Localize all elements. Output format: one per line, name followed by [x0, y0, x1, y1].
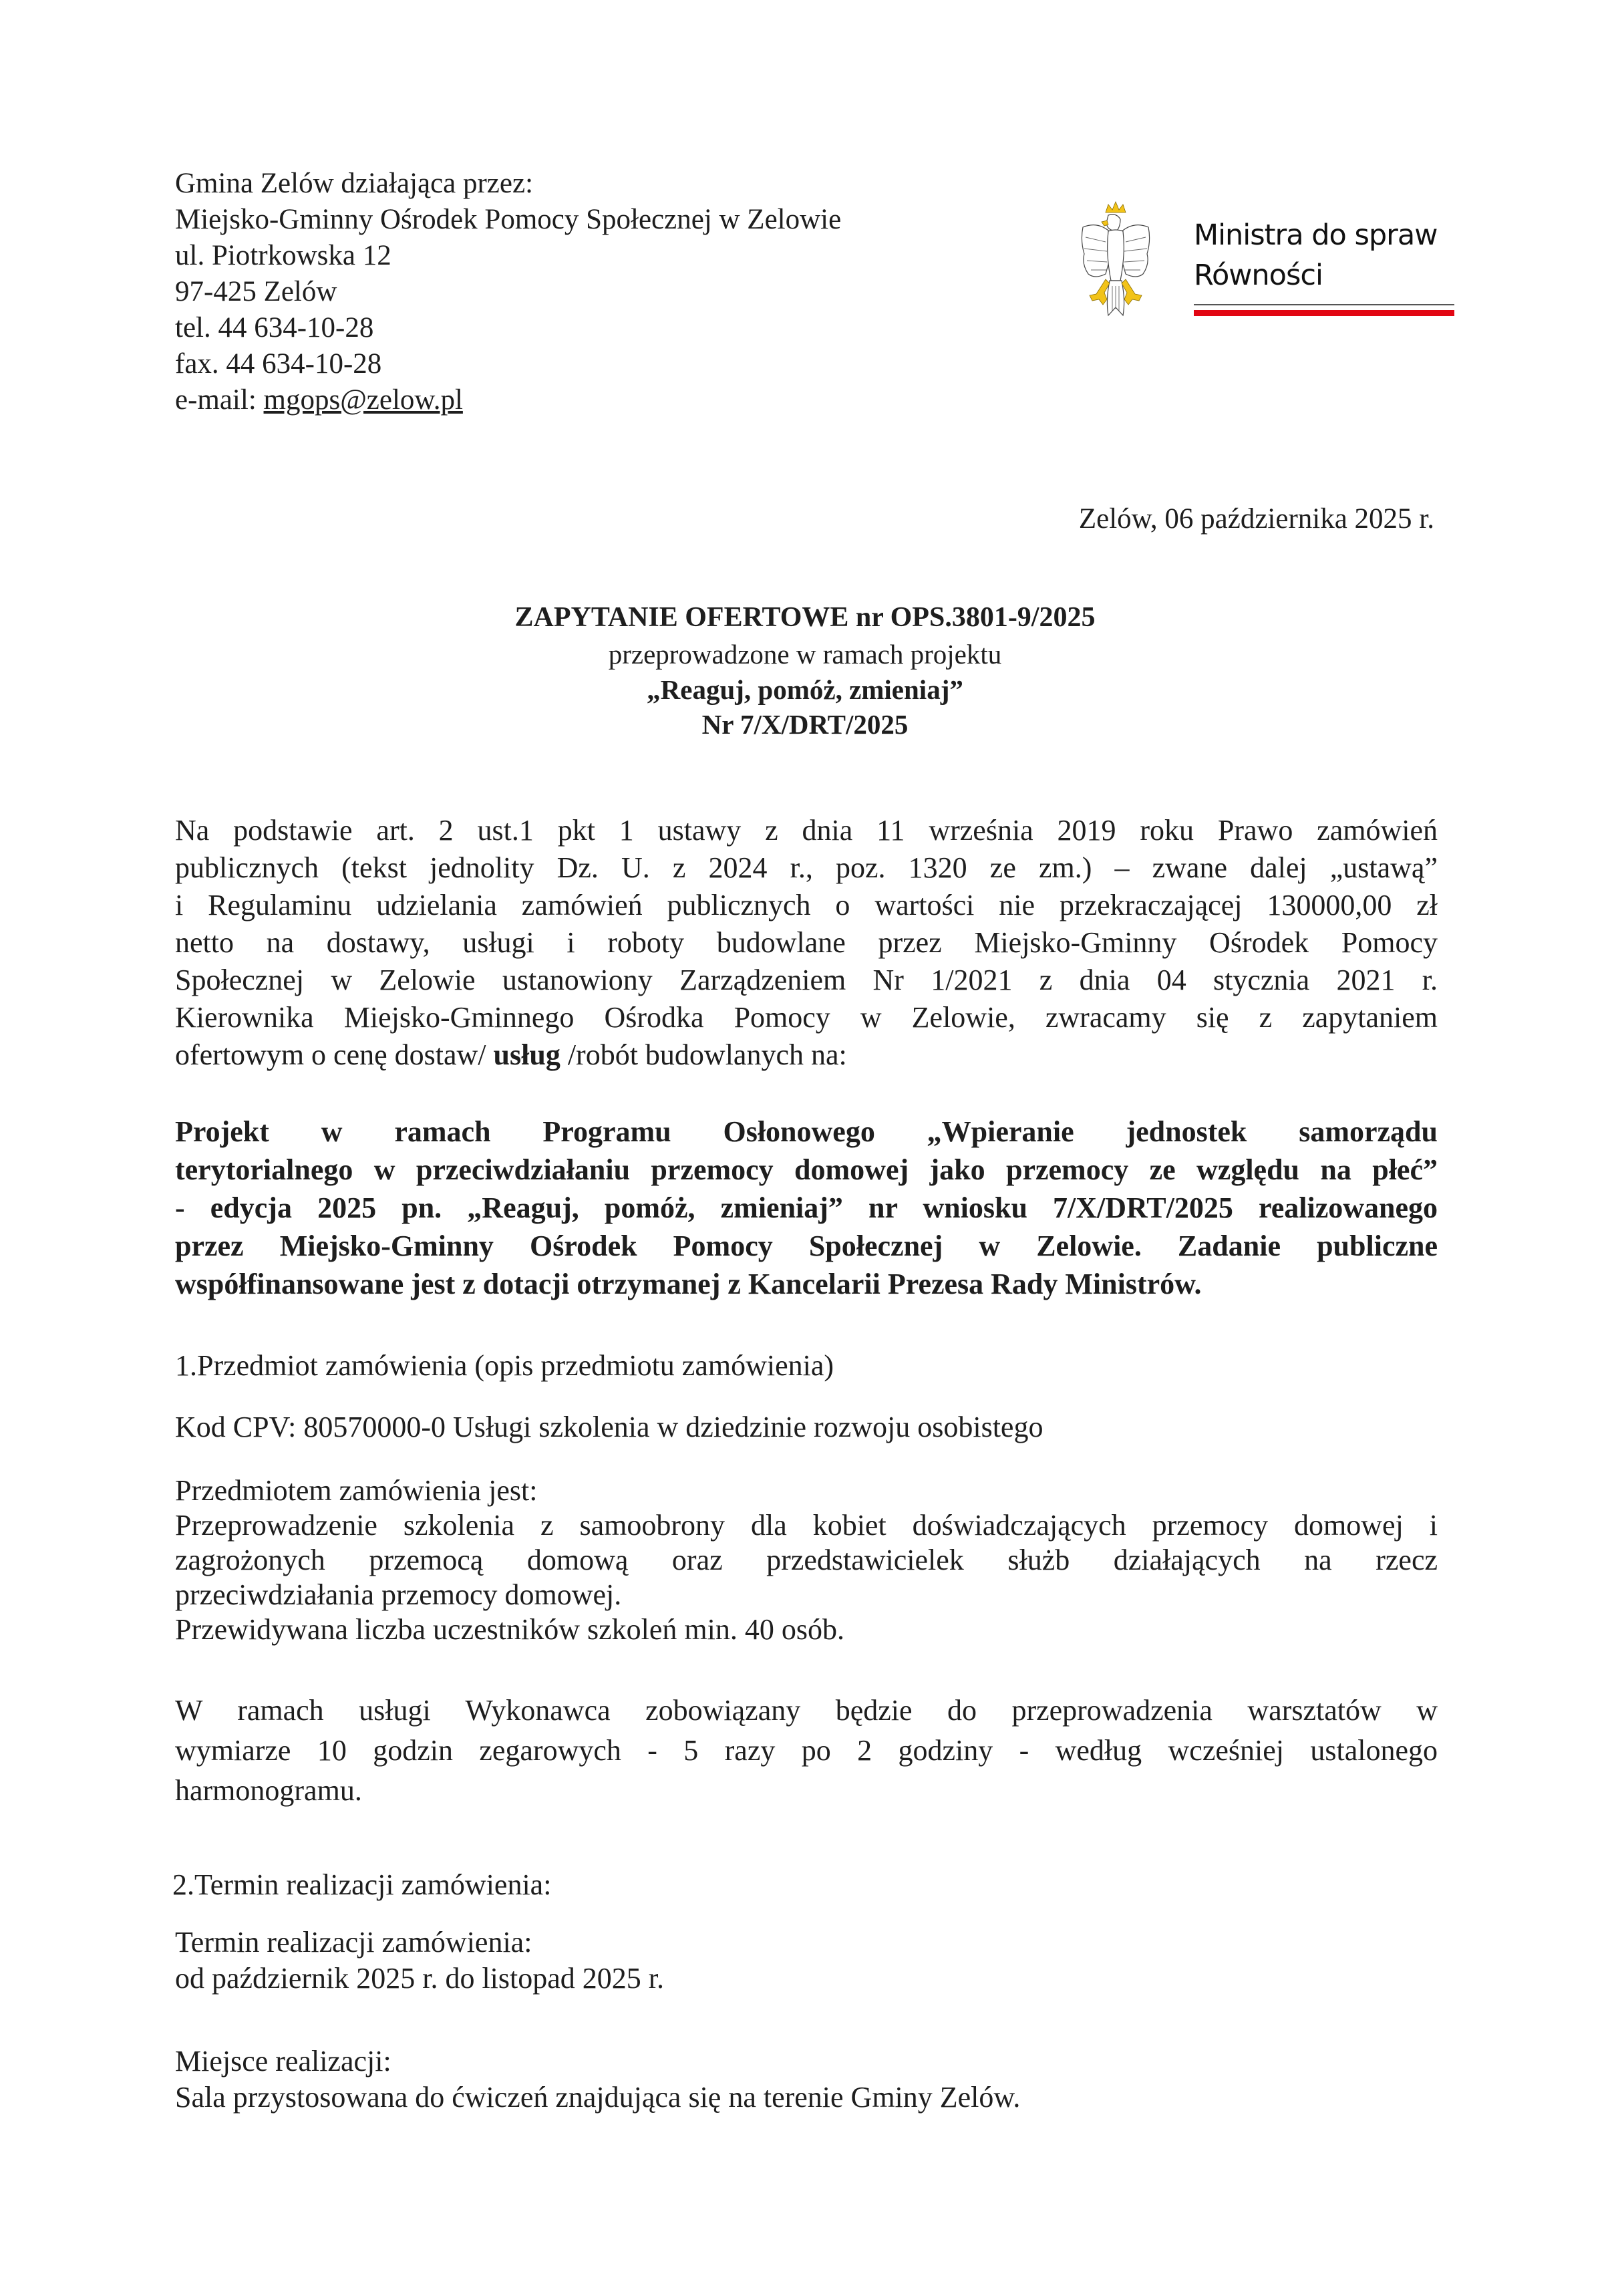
sender-line-1: Gmina Zelów działająca przez:	[175, 168, 534, 199]
project-line: - edycja 2025 pn. „Reaguj, pomóż, zmieniaj” nr wniosku 7/X/DRT/2025 realizowanego	[175, 1191, 1438, 1224]
place-and-date: Zelów, 06 października 2025 r.	[1078, 503, 1434, 535]
intro-line: Na podstawie art. 2 ust.1 pkt 1 ustawy z dnia 11 września 2019 roku Prawo zamówień	[175, 814, 1438, 847]
ministry-name-line-1: Ministra do spraw	[1194, 219, 1438, 252]
work-line: harmonogramu.	[175, 1774, 362, 1807]
project-line: terytorialnego w przeciwdziałaniu przemocy domowej jako przemocy ze względu na płeć”	[175, 1153, 1438, 1186]
ministry-logo	[1079, 200, 1453, 321]
term-value: od październik 2025 r. do listopad 2025 r.	[175, 1962, 664, 1995]
section-1-heading: 1.Przedmiot zamówienia (opis przedmiotu zamówienia)	[175, 1349, 834, 1382]
subject-label: Przedmiotem zamówienia jest:	[175, 1474, 538, 1507]
project-description-paragraph	[175, 1113, 1438, 1303]
intro-line: Kierownika Miejsko-Gminnego Ośrodka Pomocy w Zelowie, zwracamy się z zapytaniem	[175, 1001, 1438, 1034]
intro-line: i Regulaminu udzielania zamówień publicznych o wartości nie przekraczającej 130000,00 zł	[175, 889, 1438, 921]
sender-fax: fax. 44 634-10-28	[175, 348, 382, 380]
project-line: przez Miejsko-Gminny Ośrodek Pomocy Społecznej w Zelowie. Zadanie publiczne	[175, 1230, 1438, 1262]
email-label: e-mail:	[175, 384, 264, 416]
subject-line: zagrożonych przemocą domową oraz przedstawicielek służb działających na rzecz	[175, 1544, 1438, 1576]
logo-red-rule	[1194, 310, 1454, 316]
logo-thin-rule	[1194, 304, 1454, 305]
ministry-name	[1194, 215, 1437, 295]
intro-line: Społecznej w Zelowie ustanowiony Zarządzeniem Nr 1/2021 z dnia 04 stycznia 2021 r.	[175, 964, 1438, 996]
term-block	[175, 1924, 664, 1997]
work-line: W ramach usługi Wykonawca zobowiązany będzie do przeprowadzenia warsztatów w	[175, 1694, 1438, 1727]
participants-count: Przewidywana liczba uczestników szkoleń min. 40 osób.	[175, 1613, 844, 1646]
sender-phone: tel. 44 634-10-28	[175, 312, 374, 343]
place-label: Miejsce realizacji:	[175, 2045, 391, 2077]
intro-paragraph	[175, 812, 1438, 1074]
document-title: ZAPYTANIE OFERTOWE nr OPS.3801-9/2025	[514, 602, 1096, 633]
document-subtitle: przeprowadzone w ramach projektu	[608, 639, 1002, 670]
intro-bold-uslug: usług	[493, 1038, 560, 1071]
intro-line: publicznych (tekst jednolity Dz. U. z 2024 r., poz. 1320 ze zm.) – zwane dalej „ustawą”	[175, 851, 1438, 884]
work-scope-block	[175, 1691, 1438, 1811]
subject-line: przeciwdziałania przemocy domowej.	[175, 1578, 622, 1611]
polish-eagle-icon	[1079, 200, 1152, 321]
work-line: wymiarze 10 godzin zegarowych - 5 razy po 2 godziny - według wcześniej ustalonego	[175, 1734, 1438, 1767]
sender-postal-code: 97-425 Zelów	[175, 276, 337, 307]
project-name: „Reaguj, pomóż, zmieniaj”	[647, 674, 963, 705]
project-line: Projekt w ramach Programu Osłonowego „Wpieranie jednostek samorządu	[175, 1115, 1438, 1148]
sender-street: ul. Piotrkowska 12	[175, 240, 391, 271]
term-label: Termin realizacji zamówienia:	[175, 1926, 532, 1959]
ministry-name-line-2: Równości	[1194, 259, 1323, 292]
intro-line: netto na dostawy, usługi i roboty budowlane przez Miejsko-Gminny Ośrodek Pomocy	[175, 926, 1438, 959]
subject-block	[175, 1473, 1438, 1647]
cpv-code: Kod CPV: 80570000-0 Usługi szkolenia w dziedzinie rozwoju osobistego	[175, 1411, 1043, 1443]
email-link[interactable]: mgops@zelow.pl	[263, 384, 463, 416]
intro-text: ofertowym o cenę dostaw/	[175, 1038, 494, 1071]
sender-institution: Miejsko-Gminny Ośrodek Pomocy Społecznej w Zelowie	[175, 204, 842, 235]
place-value: Sala przystosowana do ćwiczeń znajdująca się na terenie Gminy Zelów.	[175, 2081, 1021, 2114]
intro-line-last	[175, 1036, 1438, 1074]
project-line: współfinansowane jest z dotacji otrzymanej z Kancelarii Prezesa Rady Ministrów.	[175, 1268, 1202, 1300]
place-block	[175, 2043, 1020, 2116]
sender-email-row	[175, 382, 841, 418]
project-number: Nr 7/X/DRT/2025	[701, 709, 909, 740]
intro-text: /robót budowlanych na:	[560, 1038, 847, 1071]
subject-line: Przeprowadzenie szkolenia z samoobrony dla kobiet doświadczających przemocy domowej i	[175, 1509, 1438, 1542]
section-2-heading: 2.Termin realizacji zamówienia:	[172, 1868, 552, 1901]
sender-address-block	[175, 166, 841, 418]
